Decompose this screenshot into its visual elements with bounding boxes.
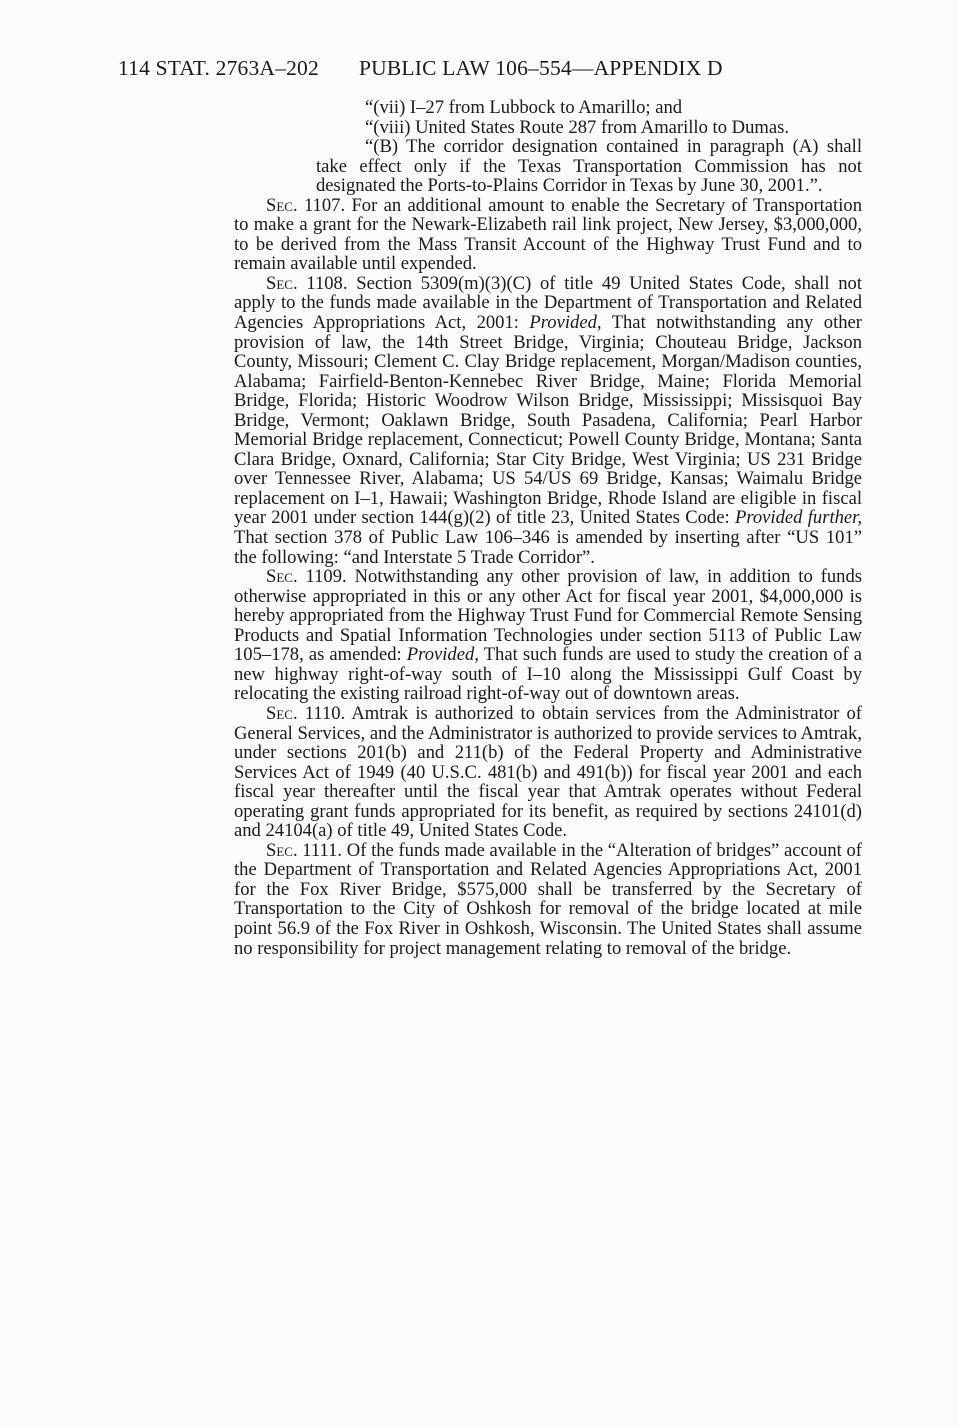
section-1109: Sec. 1109. Notwithstanding any other provision of law, in addition to funds otherwise appropriated in this or any other Act for fiscal year 2001, $4,000,000 is hereby appropriated from the Highway Trust Fund for Commercial Remote Sensing Products and Spatial Information Technologies under section 5113 of Public Law 105–178, as amended: Provided, That such funds are used to study the creation of a new highway right-of-way south of I–10 along the Mississippi Gulf Coast by relocating the existing railroad right-of-way out of downtown areas. [234,566,863,705]
section-1107: Sec. 1107. For an additional amount to enable the Secretary of Transportation to make a grant for the Newark-Elizabeth rail link project, New Jersey, $3,000,000, to be derived from the Mass Transit Account of the Highway Trust Fund and to remain available until expended. [234,194,862,275]
law-title: PUBLIC LAW 106–554—APPENDIX D [358,56,723,80]
document-body [234,98,862,958]
section-1110: Sec. 1110. Amtrak is authorized to obtain services from the Administrator of General Services, and the Administrator is authorized to provide services to Amtrak, under sections 201(b) and 211(b) of the Federal Property and Administrative Services Act of 1949 (40 U.S.C. 481(b) and 491(b)) for fiscal year 2001 and each fiscal year thereafter until the fiscal year that Amtrak operates without Federal operating grant funds appropriated for its benefit, as required by sections 24101(d) and 24104(a) of title 49, United States Code. [234,702,862,842]
section-label: Sec. 1107. [266,194,346,216]
section-label: Sec. 1109. [266,566,347,588]
proviso-label: Provided, [406,644,479,666]
section-label: Sec. 1110. [266,702,346,724]
section-1108: Sec. 1108. Section 5309(m)(3)(C) of title 49 United States Code, shall not apply to the funds made available in the Department of Transportation and Related Agencies Appropriations Act, 2001: Provided, That notwithstanding any other provision of law, the 14th Street Bridge, Virginia; Chouteau Bridge, Jackson County, Missouri; Clement C. Clay Bridge replacement, Morgan/Madison counties, Alabama; Fairfield-Benton-Kennebec River Bridge, Maine; Florida Memorial Bridge, Florida; Historic Woodrow Wilson Bridge, Mississippi; Missisquoi Bay Bridge, Vermont; Oaklawn Bridge, South Pasadena, California; Pearl Harbor Memorial Bridge replacement, Connecticut; Powell County Bridge, Montana; Santa Clara Bridge, Oxnard, California; Star City Bridge, West Virginia; US 231 Bridge over Tennessee River, Alabama; US 54/US 69 Bridge, Kansas; Waimalu Bridge replacement on I–1, Hawaii; Washington Bridge, Rhode Island are eligible in fiscal year 2001 under section 144(g)(2) of title 23, United States Code: Provided further, That section 378 of Public Law 106–346 is amended by inserting after “US 101” the following: “and Interstate 5 Trade Corridor”. [234,272,862,568]
clause-viii: “(viii) United States Route 287 from Amarillo to Dumas. [365,116,789,138]
section-label: Sec. 1108. [266,272,348,294]
running-header [118,56,723,81]
clause-b: “(B) The corridor designation contained in paragraph (A) shall take effect only if the Texas Transportation Commission has not designated the Ports-to-Plains Corridor in Texas by June 30, 2001.”. [316,136,862,197]
statute-citation: 114 STAT. 2763A–202 [118,56,319,80]
proviso-label: Provided, [529,312,602,334]
clause-vii: “(vii) I–27 from Lubbock to Amarillo; and [365,97,683,118]
section-1111: Sec. 1111. Of the funds made available in the “Alteration of bridges” account of the Department of Transportation and Related Agencies Appropriations Act, 2001 for the Fox River Bridge, $575,000 shall be transferred by the Secretary of Transportation to the City of Oshkosh for removal of the bridge located at mile point 56.9 of the Fox River in Oshkosh, Wisconsin. The United States shall assume no responsibility for project management relating to removal of the bridge. [234,839,862,959]
section-label: Sec. 1111. [266,839,343,861]
proviso-label: Provided further, [734,507,862,529]
